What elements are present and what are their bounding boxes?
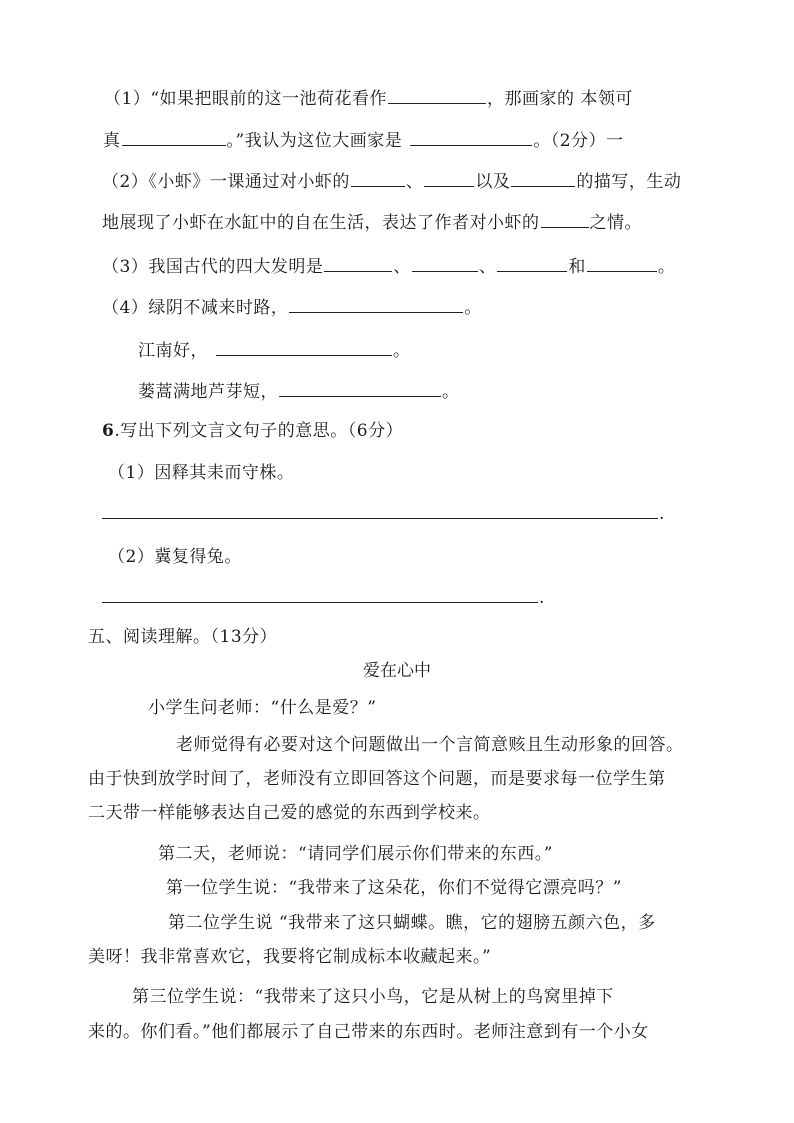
q5-item1-blank-3[interactable]: [410, 129, 532, 146]
q5-item3-text-a: （3）我国古代的四大发明是: [102, 257, 324, 277]
passage-title: 爱在心中: [363, 661, 431, 681]
q5-item4-line2: [138, 339, 411, 362]
q5-item1-line2: [103, 129, 624, 152]
q6-item2-answer-line[interactable]: [102, 602, 538, 603]
q6-title-text: .写出下列文言文句子的意思。（6分）: [114, 421, 404, 441]
q6-title: [102, 420, 403, 442]
q5-item4-blank-1[interactable]: [289, 296, 463, 313]
passage-paragraph-2-line-1: 老师觉得有必要对这个问题做出一个言简意赅且生动形象的回答。: [176, 735, 684, 755]
q5-item4-text-d: 。: [393, 341, 411, 361]
q5-item1-text-b: ，那画家的 本领可: [487, 89, 633, 109]
q5-item1-blank-2[interactable]: [122, 129, 226, 146]
q5-item1-blank-1[interactable]: [388, 87, 486, 104]
q5-item1-text-a: （1）“如果把眼前的这一池荷花看作: [104, 89, 388, 109]
q5-item2-line1: [102, 170, 681, 193]
q5-item2-text-c: 以及: [475, 172, 511, 192]
q5-item4-line1: [102, 296, 482, 319]
passage-paragraph-4: 第一位学生说：“我带来了这朵花，你们不觉得它漂亮吗？”: [166, 878, 622, 898]
q5-item4-text-a: （4）绿阴不减来时路，: [102, 298, 289, 318]
q5-item4-blank-2[interactable]: [216, 339, 392, 356]
passage-paragraph-6-line-1: 第三位学生说：“我带来了这只小鸟，它是从树上的鸟窝里掉下: [132, 987, 614, 1007]
passage-paragraph-3: 第二天，老师说：“请同学们展示你们带来的东西。”: [158, 844, 553, 864]
q5-item4-line3: [138, 380, 460, 403]
passage-paragraph-2-line-3: 二天带一样能够表达自己爱的感觉的东西到学校来。: [88, 803, 491, 823]
q5-item3-text-c: 、: [478, 257, 497, 277]
q5-item3-blank-3[interactable]: [497, 255, 567, 272]
q6-item1-answer-line[interactable]: [102, 518, 658, 519]
section-heading: 五、阅读理解。（13分）: [88, 627, 278, 647]
q5-item2-line2: [102, 211, 642, 234]
q5-item4-text-e: 蒌蒿满地芦芽短，: [138, 382, 278, 402]
q5-item4-text-f: 。: [442, 382, 460, 402]
q5-item4-text-c: 江南好，: [138, 341, 208, 361]
passage-paragraph-5-line-1: 第二位学生说 “我带来了这只蝴蝶。瞧，它的翅膀五颜六色，多: [168, 913, 656, 933]
q5-item1-text-d: 。”我认为这位大画家是: [226, 131, 403, 151]
passage-paragraph-2-line-2: 由于快到放学时间了，老师没有立即回答这个问题，而是要求每一位学生第: [88, 769, 666, 789]
q5-item2-text-b: 、: [405, 172, 424, 192]
q5-item2-text-f: 之情。: [589, 213, 642, 233]
q5-item2-blank-3[interactable]: [511, 170, 575, 187]
q5-item2-text-d: 的描写，生动: [576, 172, 682, 192]
q5-item4-text-b: 。: [464, 298, 482, 318]
q5-item3-text-e: 。: [657, 257, 676, 277]
q6-item2-end-mark: .: [539, 588, 545, 608]
q6-item1-prompt: （1）因释其耒而守株。: [108, 463, 295, 483]
q5-item2-blank-1[interactable]: [351, 170, 405, 187]
q6-item2-prompt: （2）冀复得兔。: [108, 547, 242, 567]
q5-item1-text-c: 真: [103, 131, 121, 151]
q5-item1-line1: [104, 87, 633, 110]
q6-item1-end-mark: .: [659, 504, 665, 524]
q5-item3-text-b: 、: [393, 257, 411, 277]
q5-item3-text-d: 和: [568, 257, 586, 277]
passage-paragraph-6-line-2: 来的。你们看。”他们都展示了自己带来的东西时。老师注意到有一个小女: [88, 1022, 649, 1042]
q5-item3: [102, 255, 675, 278]
q5-item4-blank-3[interactable]: [279, 380, 441, 397]
q5-item2-text-e: 地展现了小虾在水缸中的自在生活，表达了作者对小虾的: [102, 213, 540, 233]
passage-paragraph-5-line-2: 美呀！我非常喜欢它，我要将它制成标本收藏起来。”: [88, 947, 492, 967]
q5-item2-text-a: （2）《小虾》一课通过对小虾的: [102, 172, 350, 192]
q5-item2-blank-2[interactable]: [424, 170, 474, 187]
passage-paragraph-1: 小学生问老师：“什么是爱？”: [148, 698, 377, 718]
q5-item2-blank-4[interactable]: [541, 211, 589, 228]
q5-item1-text-e: 。（2分）一: [533, 131, 624, 151]
q6-number: 6: [102, 421, 115, 441]
q5-item3-blank-2[interactable]: [412, 255, 478, 272]
q5-item3-blank-1[interactable]: [324, 255, 392, 272]
q5-item3-blank-4[interactable]: [587, 255, 657, 272]
